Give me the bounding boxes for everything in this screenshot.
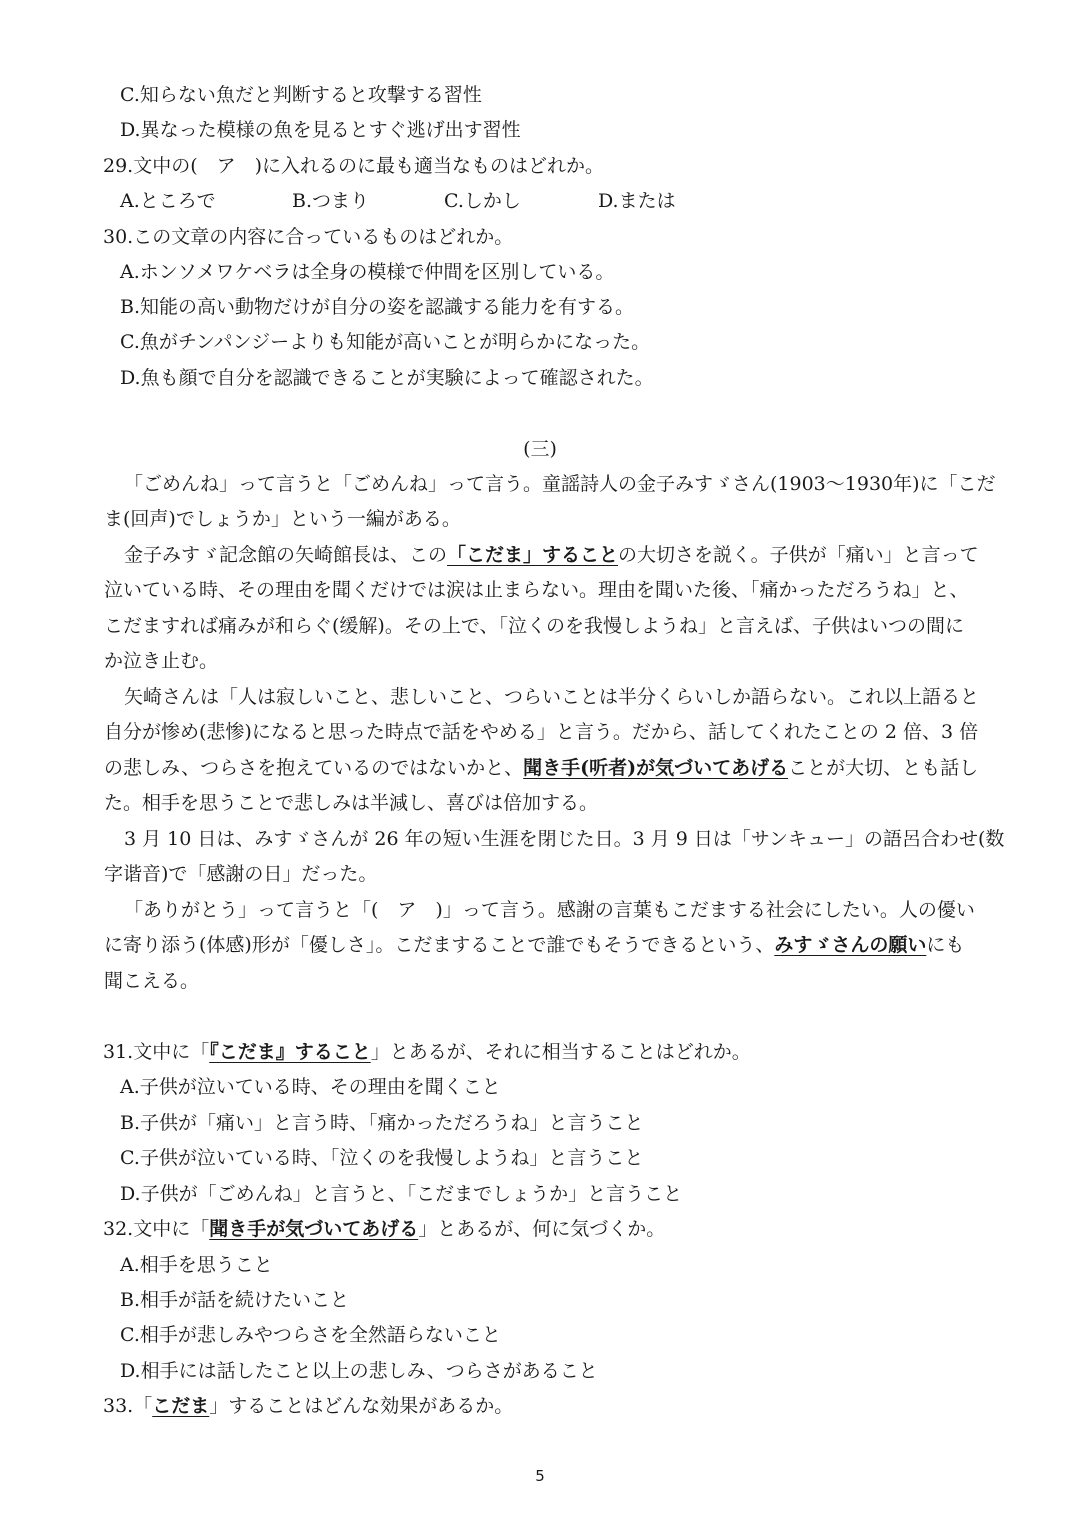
underline-kikite-kizuite-ageru: 聞き手(听者)が気づいてあげる	[523, 757, 789, 779]
q29-option-a: A.ところで	[120, 190, 216, 212]
passage-p2-line4: か泣き止む。	[104, 650, 219, 672]
q32-option-d: D.相手には話したこと以上の悲しみ、つらさがあること	[120, 1360, 598, 1382]
q30-stem: 30.この文章の内容に合っているものはどれか。	[103, 226, 514, 248]
passage-p3-line4: た。相手を思うことで悲しみは半減し、喜びは倍加する。	[104, 792, 599, 814]
q30-option-a: A.ホンソメワケベラは全身の模様で仲間を区別している。	[120, 261, 615, 283]
q31-option-c: C.子供が泣いている時、「泣くのを我慢しようね」と言うこと	[120, 1147, 644, 1169]
q30-option-b: B.知能の高い動物だけが自分の姿を認識する能力を有する。	[120, 296, 635, 318]
q28-option-d: D.異なった模様の魚を見るとすぐ逃げ出す習性	[120, 119, 521, 141]
passage-p5-line3: 聞こえる。	[104, 970, 200, 992]
passage-p2-line3: こだますれば痛みが和らぐ(缓解)。その上で、「泣くのを我慢しようね」と言えば、子供はいつの間に	[104, 615, 964, 637]
q31-stem: 31.文中に「『こだま』すること」とあるが、それに相当することはどれか。	[103, 1041, 751, 1063]
passage-p3-line2: 自分が惨め(悲惨)になると思った時点で話をやめる」と言う。だから、話してくれたことの 2 倍、3 倍	[104, 721, 979, 743]
q32-option-c: C.相手が悲しみやつらさを全然語らないこと	[120, 1324, 501, 1346]
q29-option-d: D.または	[598, 190, 676, 212]
passage-p2-line1: 金子みすゞ記念館の矢崎館長は、この「こだま」することの大切さを説く。子供が「痛い」と言って	[124, 544, 979, 566]
q33-underline: こだま	[152, 1395, 210, 1417]
passage-p3-line3: の悲しみ、つらさを抱えているのではないかと、聞き手(听者)が気づいてあげることが大切、とも話し	[104, 757, 979, 779]
q29-option-b: B.つまり	[292, 190, 370, 212]
q32-option-b: B.相手が話を続けたいこと	[120, 1289, 350, 1311]
passage-p3-line1: 矢崎さんは「人は寂しいこと、悲しいこと、つらいことは半分くらいしか語らない。これ以上語ると	[124, 686, 980, 708]
passage-p4-line2: 字谐音)で「感謝の日」だった。	[104, 863, 378, 885]
passage-p4-line1: 3 月 10 日は、みすゞさんが 26 年の短い生涯を閉じた日。3 月 9 日は「サンキュー」の語呂合わせ(数	[124, 828, 1005, 850]
passage-p1-line1: 「ごめんね」って言うと「ごめんね」って言う。童謡詩人の金子みすゞさん(1903〜1930年)に「こだ	[124, 473, 996, 495]
q31-underline: 『こだま』すること	[209, 1041, 371, 1063]
q31-option-d: D.子供が「ごめんね」と言うと、「こだまでしょうか」と言うこと	[120, 1183, 683, 1205]
q33-stem: 33.「こだま」することはどんな効果があるか。	[103, 1395, 514, 1417]
underline-kodama-suru-koto: 「こだま」すること	[447, 544, 619, 566]
passage-p5-line2: に寄り添う(体感)形が「優しさ」。こだますることで誰でもそうできるという、みすゞさんの願いにも	[104, 934, 965, 956]
q31-option-a: A.子供が泣いている時、その理由を聞くこと	[120, 1076, 501, 1098]
q29-stem: 29.文中の( ア )に入れるのに最も適当なものはどれか。	[103, 155, 605, 177]
passage-p5-line1: 「ありがとう」って言うと「( ア )」って言う。感謝の言葉もこだまする社会にしたい。人の優い	[124, 899, 975, 921]
page-number: 5	[535, 1467, 545, 1485]
section-heading: (三)	[523, 438, 557, 460]
passage-p1-line2: ま(回声)でしょうか」という一編がある。	[104, 508, 461, 530]
q30-option-c: C.魚がチンパンジーよりも知能が高いことが明らかになった。	[120, 331, 651, 353]
q29-option-c: C.しかし	[444, 190, 521, 212]
q30-option-d: D.魚も顔で自分を認識できることが実験によって確認された。	[120, 367, 654, 389]
q32-underline: 聞き手が気づいてあげる	[209, 1218, 419, 1240]
underline-misuzu-no-negai: みすゞさんの願い	[774, 934, 927, 956]
passage-p2-line2: 泣いている時、その理由を聞くだけでは涙は止まらない。理由を聞いた後、「痛かっただろうね」と、	[104, 579, 969, 601]
q32-stem: 32.文中に「聞き手が気づいてあげる」とあるが、何に気づくか。	[103, 1218, 666, 1240]
q29-options	[120, 189, 820, 213]
q31-option-b: B.子供が「痛い」と言う時、「痛かっただろうね」と言うこと	[120, 1112, 644, 1134]
q32-option-a: A.相手を思うこと	[120, 1254, 273, 1276]
q28-option-c: C.知らない魚だと判断すると攻撃する習性	[120, 84, 482, 106]
